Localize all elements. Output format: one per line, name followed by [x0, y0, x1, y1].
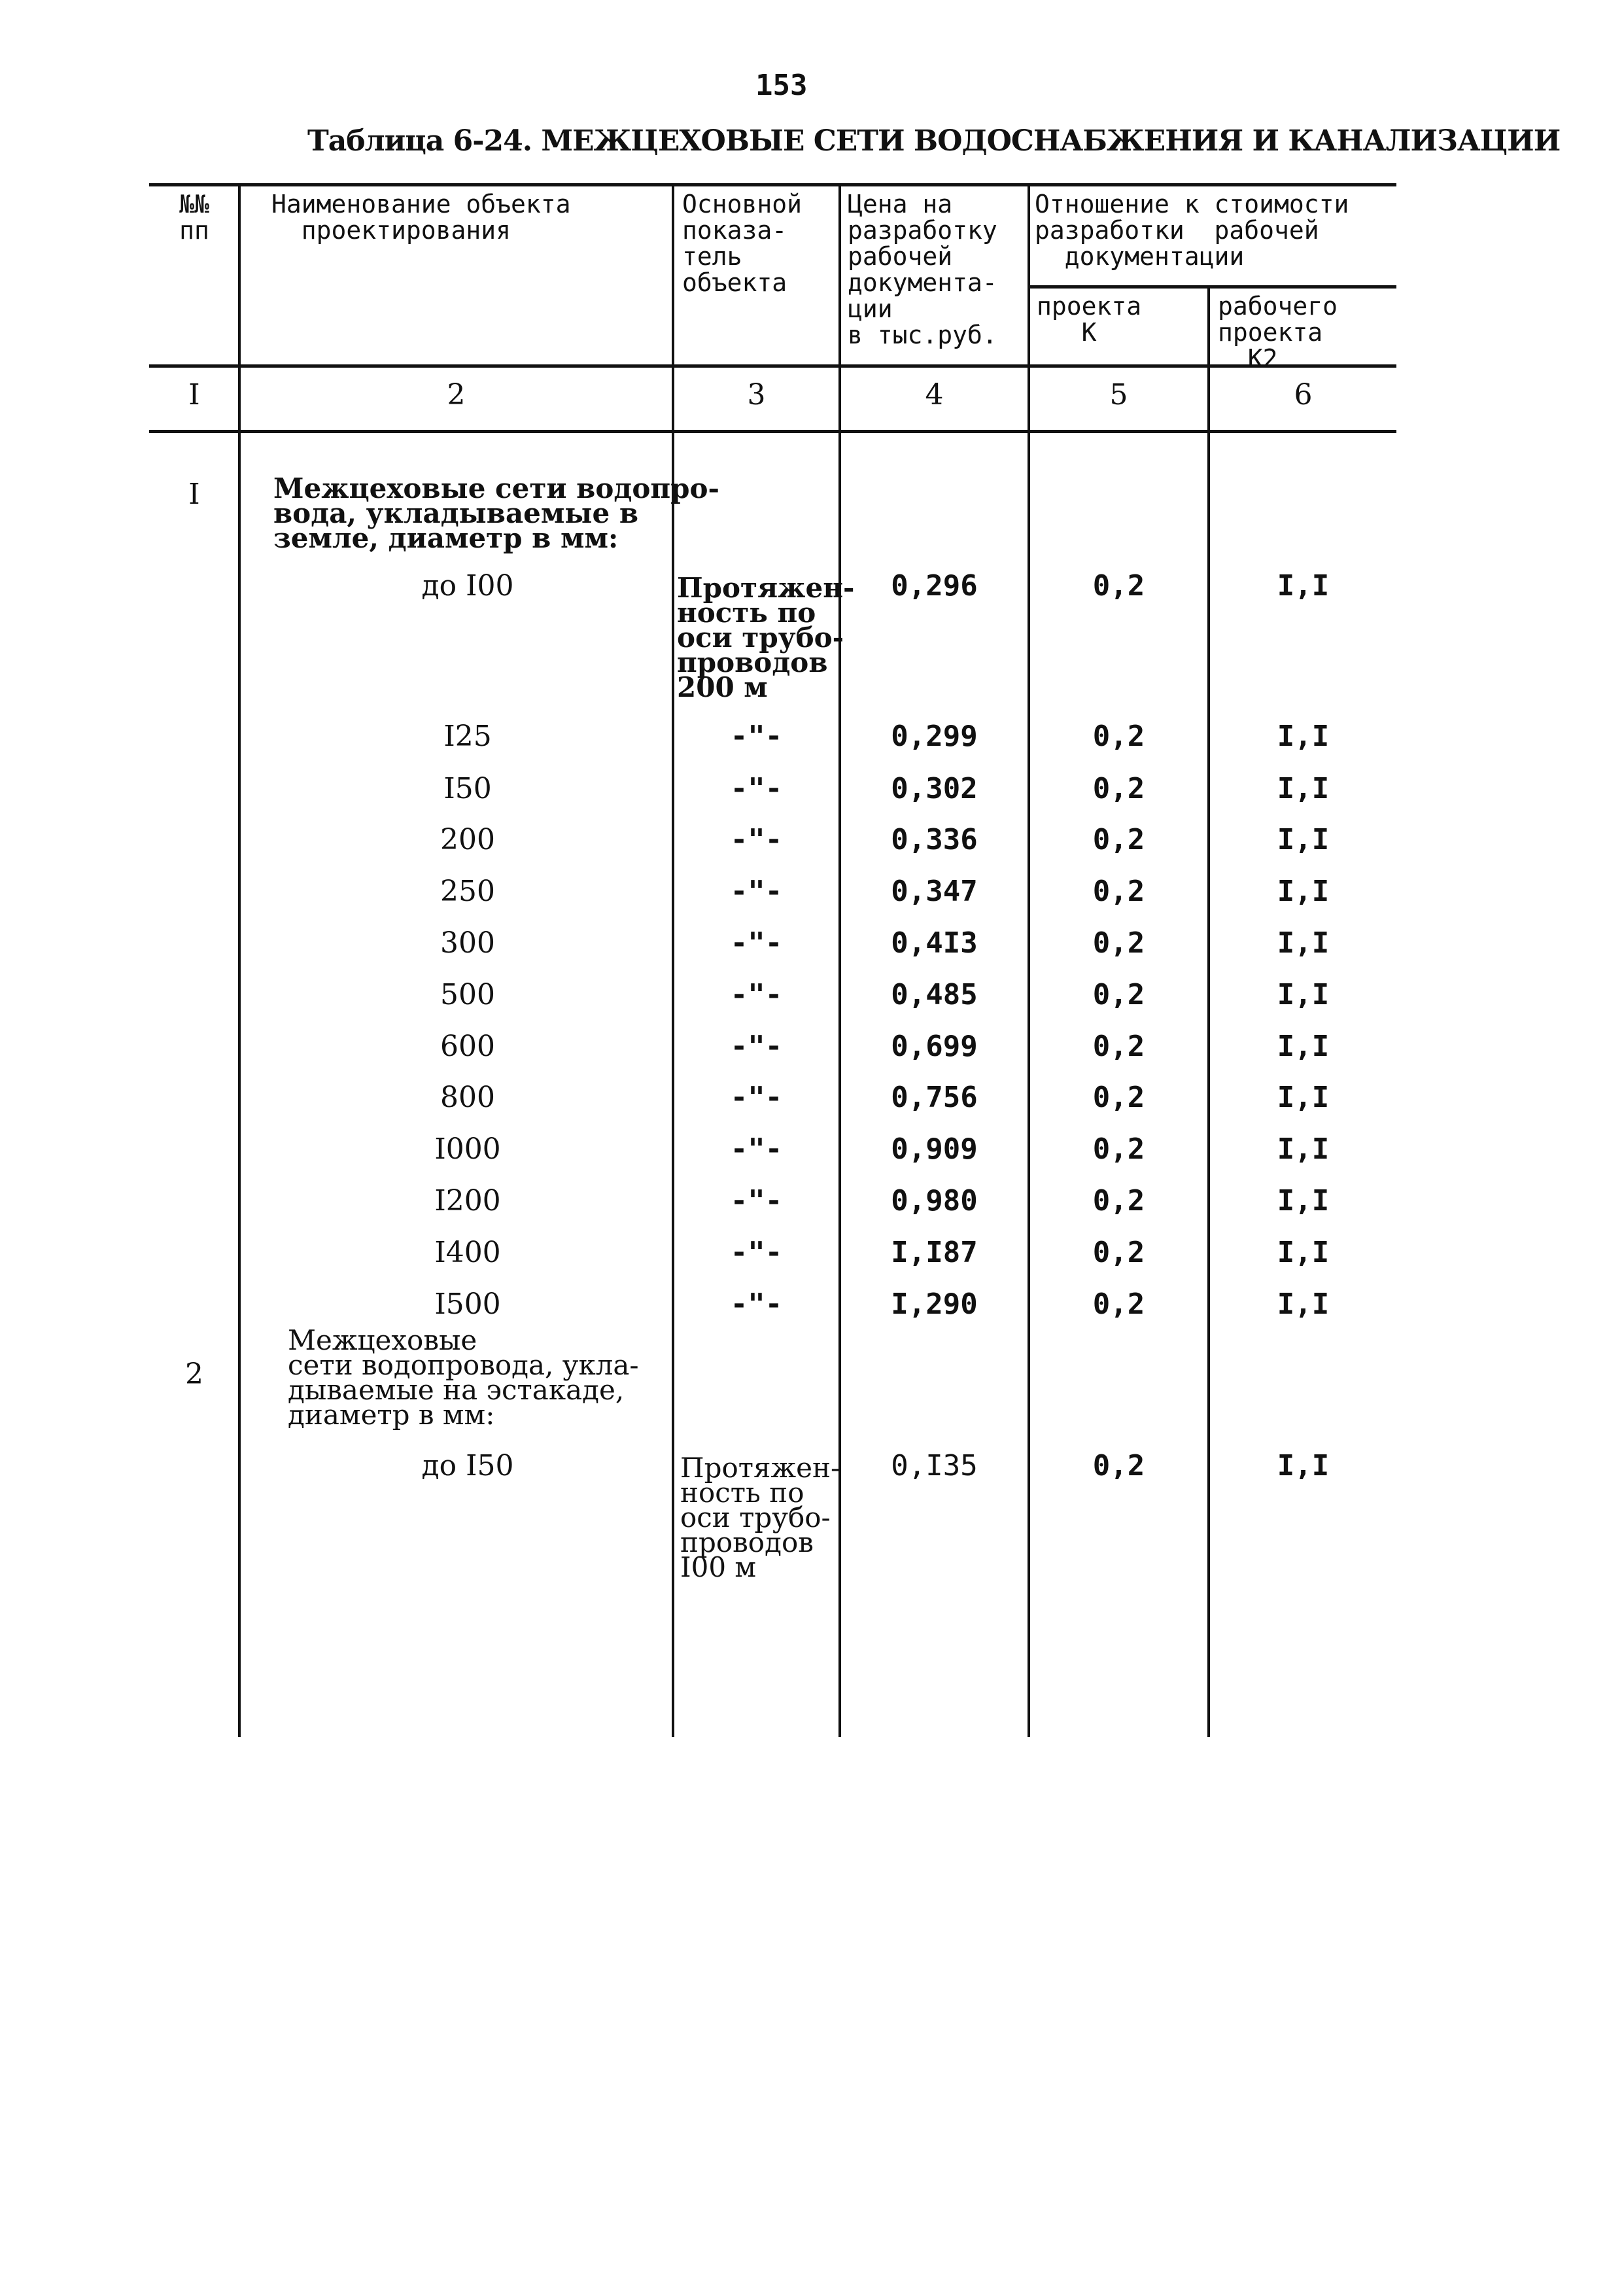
k2-cell: I,I	[1277, 1184, 1330, 1218]
section1-title: Межцеховые сети водопро- вода, укладываемые в земле, диаметр в мм:	[273, 472, 719, 554]
diameter-cell: I000	[434, 1132, 501, 1166]
indicator-cell: -"-	[730, 1132, 783, 1166]
k2-cell: I,I	[1277, 720, 1330, 753]
header-col-price: Цена на разработку рабочей документа- ции в тыс.руб.	[848, 190, 997, 349]
diameter-cell: 600	[440, 1030, 495, 1063]
k2-cell: I,I	[1277, 978, 1330, 1011]
col-number-1: I	[188, 378, 200, 412]
price-cell: 0,296	[891, 569, 978, 603]
price-cell: 0,699	[891, 1030, 978, 1063]
k2-cell: I,I	[1277, 772, 1330, 805]
rule-subheader	[1029, 285, 1396, 289]
k-cell: 0,2	[1092, 926, 1145, 960]
k-cell: 0,2	[1092, 1288, 1145, 1321]
indicator-cell: -"-	[730, 823, 783, 856]
section2-title: Межцеховые сети водопровода, укла- дываемые на эстакаде, диаметр в мм:	[288, 1324, 639, 1431]
diameter-cell: I25	[443, 720, 492, 753]
price-cell: 0,347	[891, 875, 978, 908]
indicator-cell: -"-	[730, 1288, 783, 1321]
price-cell: I,290	[891, 1288, 978, 1321]
price-cell: 0,302	[891, 772, 978, 805]
col-number-5: 5	[1109, 378, 1128, 412]
table-title: Таблица 6-24. МЕЖЦЕХОВЫЕ СЕТИ ВОДОСНАБЖЕНИЯ И КАНАЛИЗАЦИИ	[307, 124, 1561, 158]
indicator-cell: -"-	[730, 1030, 783, 1063]
diameter-cell: 800	[440, 1081, 495, 1114]
header-col-k2: рабочего проекта К2	[1218, 292, 1338, 373]
section2-k: 0,2	[1092, 1449, 1145, 1482]
price-cell: I,I87	[891, 1236, 978, 1269]
k-cell: 0,2	[1092, 772, 1145, 805]
section1-indicator: Протяжен- ность по оси трубо- проводов 200 м	[677, 572, 855, 703]
section2-price: 0,I35	[891, 1449, 978, 1482]
section2-indicator: Протяжен- ность по оси трубо- проводов I00 м	[680, 1452, 840, 1583]
price-cell: 0,4I3	[891, 926, 978, 960]
vline-4	[1028, 183, 1030, 1737]
page-number: 153	[755, 69, 808, 102]
section1-number: I	[188, 478, 200, 511]
diameter-cell: 500	[440, 978, 495, 1011]
indicator-cell: -"-	[730, 1236, 783, 1269]
price-cell: 0,299	[891, 720, 978, 753]
k-cell: 0,2	[1092, 823, 1145, 856]
indicator-cell: -"-	[730, 720, 783, 753]
price-cell: 0,336	[891, 823, 978, 856]
indicator-cell: -"-	[730, 875, 783, 908]
k-cell: 0,2	[1092, 569, 1145, 603]
price-cell: 0,756	[891, 1081, 978, 1114]
diameter-cell: I50	[443, 772, 492, 805]
diameter-cell: 250	[440, 875, 495, 908]
k2-cell: I,I	[1277, 1236, 1330, 1269]
section2-number: 2	[185, 1358, 203, 1391]
price-cell: 0,980	[891, 1184, 978, 1218]
col-number-2: 2	[447, 378, 466, 412]
diameter-cell: I500	[434, 1288, 501, 1321]
k2-cell: I,I	[1277, 1288, 1330, 1321]
header-col-ratio: Отношение к стоимости разработки рабочей документации	[1035, 190, 1349, 271]
k-cell: 0,2	[1092, 720, 1145, 753]
vline-2	[672, 183, 674, 1737]
diameter-cell: I400	[434, 1236, 501, 1269]
vline-1	[238, 183, 241, 1737]
k-cell: 0,2	[1092, 1132, 1145, 1166]
k-cell: 0,2	[1092, 1184, 1145, 1218]
section2-diameter: до I50	[421, 1449, 514, 1482]
diameter-cell: до I00	[421, 569, 514, 603]
diameter-cell: 200	[440, 823, 495, 856]
k-cell: 0,2	[1092, 1081, 1145, 1114]
indicator-cell: -"-	[730, 978, 783, 1011]
col-number-4: 4	[925, 378, 944, 412]
header-col-num: №№ пп	[179, 190, 209, 245]
k2-cell: I,I	[1277, 926, 1330, 960]
k-cell: 0,2	[1092, 1030, 1145, 1063]
k-cell: 0,2	[1092, 1236, 1145, 1269]
k2-cell: I,I	[1277, 569, 1330, 603]
k2-cell: I,I	[1277, 823, 1330, 856]
header-col-indicator: Основной показа- тель объекта	[682, 190, 803, 297]
header-col-name: Наименование объекта проектирования	[271, 190, 571, 245]
k2-cell: I,I	[1277, 1132, 1330, 1166]
k-cell: 0,2	[1092, 978, 1145, 1011]
indicator-cell: -"-	[730, 772, 783, 805]
diameter-cell: 300	[440, 926, 495, 960]
col-number-3: 3	[747, 378, 766, 412]
price-cell: 0,485	[891, 978, 978, 1011]
k2-cell: I,I	[1277, 1081, 1330, 1114]
section2-k2: I,I	[1277, 1449, 1330, 1482]
indicator-cell: -"-	[730, 1081, 783, 1114]
diameter-cell: I200	[434, 1184, 501, 1218]
header-col-k: проекта К	[1037, 292, 1142, 347]
indicator-cell: -"-	[730, 1184, 783, 1218]
k2-cell: I,I	[1277, 1030, 1330, 1063]
col-number-6: 6	[1294, 378, 1313, 412]
k-cell: 0,2	[1092, 875, 1145, 908]
rule-top	[149, 183, 1396, 186]
indicator-cell: -"-	[730, 926, 783, 960]
k2-cell: I,I	[1277, 875, 1330, 908]
price-cell: 0,909	[891, 1132, 978, 1166]
